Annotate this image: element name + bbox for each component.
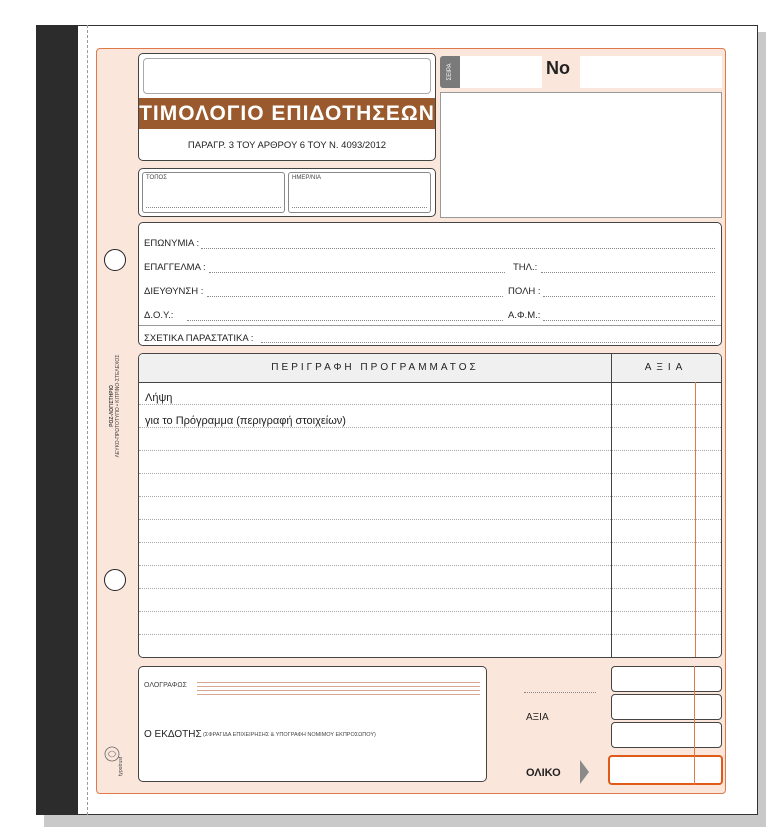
related-docs-field[interactable]: [261, 342, 715, 343]
profession-label: ΕΠΑΓΓΕΛΜΑ :: [144, 262, 206, 273]
related-docs-label: ΣΧΕΤΙΚΑ ΠΑΡΑΣΤΑΤΙΚΑ :: [144, 333, 254, 344]
table-row[interactable]: [139, 588, 721, 589]
series-label: ΣΕΙΡΑ: [447, 63, 453, 81]
program-table: [138, 353, 722, 658]
number-field[interactable]: [580, 56, 722, 88]
total-box-3[interactable]: [611, 722, 722, 748]
place-label: ΤΟΠΟΣ: [146, 175, 167, 181]
arrow-right-icon: [580, 760, 590, 784]
table-row[interactable]: [139, 519, 721, 520]
total-box-1[interactable]: [611, 666, 722, 692]
issuer-signature-area[interactable]: [144, 741, 481, 779]
place-field[interactable]: [142, 172, 285, 213]
table-row[interactable]: [139, 450, 721, 451]
phone-label: ΤΗΛ.:: [513, 262, 538, 273]
tax-office-label: Δ.Ο.Υ.:: [144, 310, 174, 321]
customer-box: [138, 222, 722, 346]
table-row[interactable]: [139, 611, 721, 612]
tax-office-field[interactable]: [187, 320, 503, 321]
column-divider: [611, 354, 612, 658]
table-row[interactable]: [139, 542, 721, 543]
total-box-2[interactable]: [611, 694, 722, 720]
series-field[interactable]: [460, 56, 542, 88]
header-box: [138, 53, 436, 161]
issuer-note: (ΣΦΡΑΓΙΔΑ ΕΠΙΧΕΙΡΗΣΗΣ & ΥΠΟΓΡΑΦΗ ΝΟΜΙΜΟΥ ΕΚΠΡΟΣΩΠΟΥ): [203, 732, 376, 738]
date-label: ΗΜΕΡ/ΝΙΑ: [292, 175, 322, 181]
copies-line-1: ΡΟΖ-ΛΟΓΙΣΤΗΡΙΟ: [109, 385, 115, 427]
brand-name: typotrust: [118, 756, 124, 776]
place-date-box: [138, 168, 436, 217]
profession-field[interactable]: [209, 272, 505, 273]
header-blank-field[interactable]: [143, 58, 431, 94]
city-label: ΠΟΛΗ :: [508, 286, 541, 297]
copies-line-2: ΛΕΥΚΟ-ΠΡΩΤΟΤΥΠΟ • ΚΙΤΡΙΝΟ-ΣΤΕΛΕΧΟΣ: [115, 354, 121, 458]
date-field[interactable]: [288, 172, 431, 213]
brand-logo: [100, 740, 128, 780]
table-row[interactable]: [139, 634, 721, 635]
value-header: ΑΞΙΑ: [644, 362, 688, 373]
punch-hole-bottom: [104, 569, 126, 591]
phone-field[interactable]: [541, 272, 715, 273]
series-tab: [440, 56, 460, 88]
city-field[interactable]: [543, 296, 715, 297]
perforation-line: [87, 25, 88, 815]
table-line-2: για το Πρόγραμμα (περιγραφή στοιχείων): [145, 415, 346, 427]
value-total-label: ΑΞΙΑ: [526, 712, 549, 723]
table-row[interactable]: [139, 404, 721, 405]
table-row[interactable]: [139, 473, 721, 474]
punch-hole-top: [104, 249, 126, 271]
address-field[interactable]: [207, 296, 503, 297]
document-subtitle: ΠΑΡΑΓΡ. 3 ΤΟΥ ΑΡΘΡΟΥ 6 ΤΟΥ Ν. 4093/2012: [187, 140, 387, 151]
value-dotted-line: [524, 692, 596, 693]
vat-label: Α.Φ.Μ.:: [508, 310, 541, 321]
footer-box: [138, 666, 487, 782]
name-label: ΕΠΩΝΥΜΙΑ :: [144, 238, 200, 249]
issuer-label: Ο ΕΚΔΟΤΗΣ: [144, 729, 202, 740]
table-line-1: Λήψη: [145, 392, 173, 404]
number-label: No: [546, 58, 570, 78]
address-label: ΔΙΕΥΘΥΝΣΗ :: [144, 286, 204, 297]
grand-total-label: ΟΛΙΚΟ: [526, 767, 561, 779]
amount-in-words-field[interactable]: [194, 679, 480, 697]
issuer-details-box[interactable]: [440, 92, 722, 218]
description-header: ΠΕΡΙΓΡΑΦΗ ΠΡΟΓΡΑΜΜΑΤΟΣ: [271, 362, 479, 373]
words-label: ΟΛΟΓΡΑΦΩΣ: [144, 682, 187, 689]
vat-field[interactable]: [543, 320, 715, 321]
table-row[interactable]: [139, 496, 721, 497]
cents-divider: [695, 382, 696, 658]
table-row[interactable]: [139, 565, 721, 566]
table-row[interactable]: [139, 427, 721, 428]
document-title: ΤΙΜΟΛΟΓΙΟ ΕΠΙΔΟΤΗΣΕΩΝ: [139, 98, 435, 129]
grand-total-box[interactable]: [608, 755, 723, 785]
binding-spine: [36, 25, 78, 815]
totals-cents-divider: [694, 666, 695, 785]
name-field[interactable]: [201, 248, 715, 249]
